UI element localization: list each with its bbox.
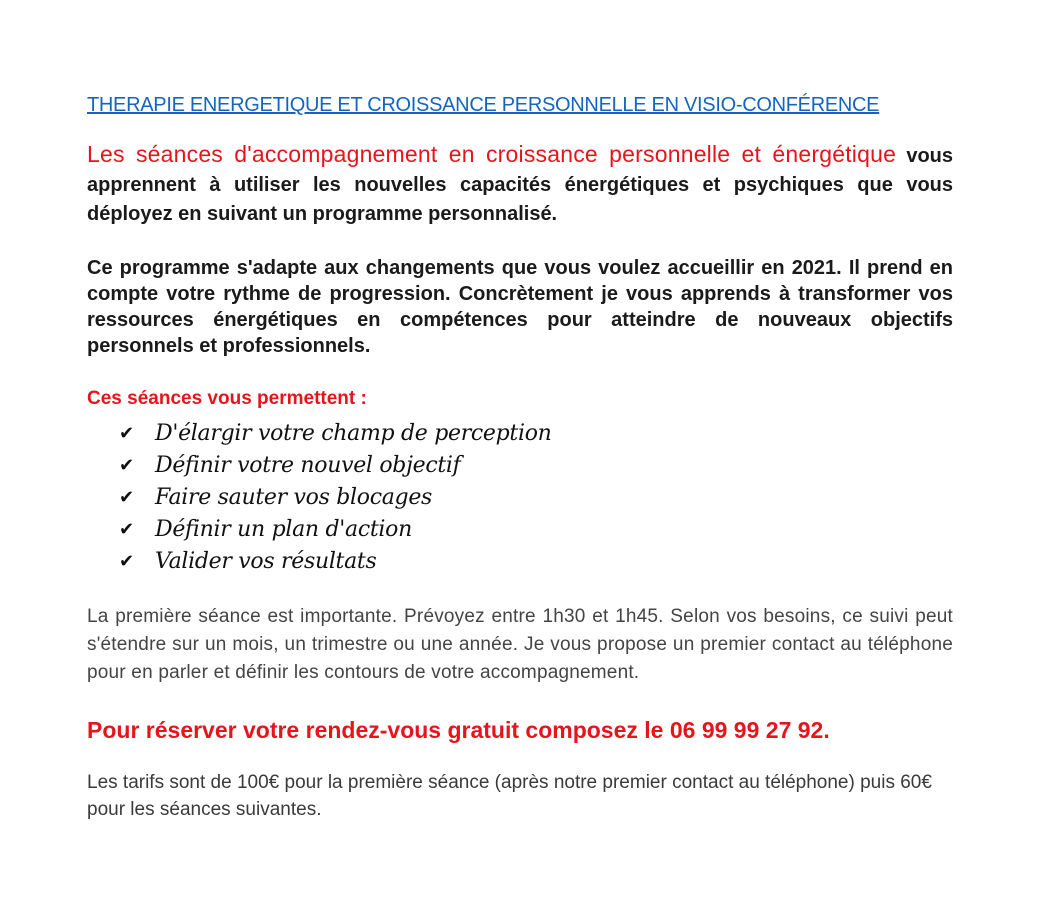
checkmark-icon: ✔ — [119, 550, 134, 572]
benefit-text: Faire sauter vos blocages — [155, 484, 433, 510]
intro-paragraph — [87, 140, 953, 229]
page-title-link[interactable]: THERAPIE ENERGETIQUE ET CROISSANCE PERSONNELLE EN VISIO-CONFÉRENCE — [87, 94, 880, 116]
benefit-item — [119, 545, 953, 577]
checkmark-icon: ✔ — [119, 486, 134, 508]
intro-highlight: Les séances d'accompagnement en croissance personnelle et énergétique — [87, 141, 897, 167]
benefit-item — [119, 481, 953, 513]
benefit-text: Définir un plan d'action — [155, 516, 412, 542]
benefit-text: Valider vos résultats — [155, 548, 377, 574]
benefit-text: Définir votre nouvel objectif — [155, 452, 461, 478]
pricing-paragraph: Les tarifs sont de 100€ pour la première séance (après notre premier contact au téléphone) puis 60€ pour les séances suivantes. — [87, 772, 932, 820]
document-page — [87, 92, 953, 842]
first-session-paragraph: La première séance est importante. Prévoyez entre 1h30 et 1h45. Selon vos besoins, ce suivi peut s'étendre sur un mois, un trimestre ou une année. Je vous propose un premier contact au téléphone pour en parler et définir les contours de votre accompagnement. — [87, 606, 953, 683]
benefit-item — [119, 449, 953, 481]
checkmark-icon: ✔ — [119, 454, 134, 476]
booking-cta-text: Pour réserver votre rendez-vous gratuit composez le — [87, 717, 670, 743]
benefit-item — [119, 513, 953, 545]
intro-text: vous apprennent à utiliser les nouvelles capacités énergétiques et psychiques que vous déployez en suivant un programme personnalisé. — [87, 145, 953, 225]
booking-cta — [87, 715, 953, 745]
benefit-text: D'élargir votre champ de perception — [155, 420, 552, 446]
checkmark-icon: ✔ — [119, 518, 134, 540]
phone-number-link[interactable]: 06 99 99 27 92. — [669, 717, 830, 743]
benefit-item — [119, 417, 953, 449]
benefits-heading: Ces séances vous permettent : — [87, 388, 367, 409]
program-paragraph: Ce programme s'adapte aux changements que vous voulez accueillir en 2021. Il prend en compte votre rythme de progression. Concrètement je vous apprends à transformer vos ressources énergétiques en compétences pour atteindre de nouveaux objectifs personnels et professionnels. — [87, 257, 953, 357]
checkmark-icon: ✔ — [119, 422, 134, 444]
benefits-list — [87, 417, 953, 577]
